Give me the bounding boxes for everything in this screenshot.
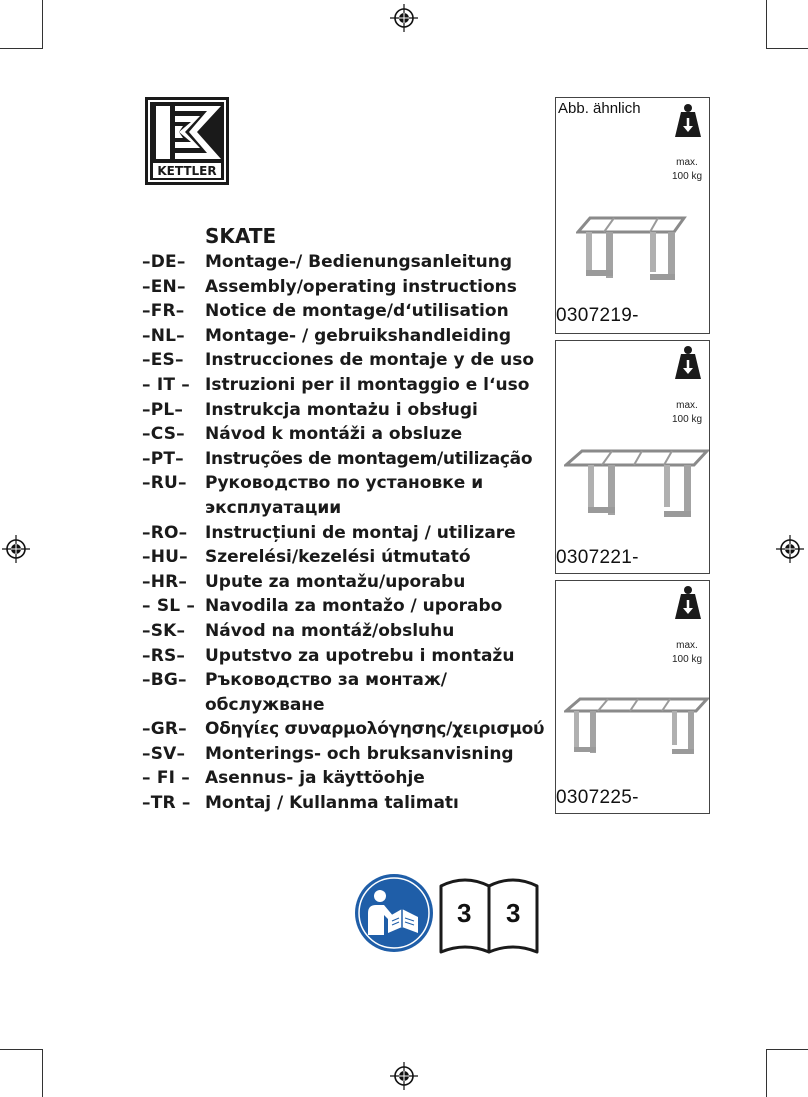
crop-mark (766, 48, 808, 49)
language-title: Návod na montáž/obsluhu (205, 620, 455, 641)
max-label: max. (676, 157, 698, 168)
language-title: Οδηγίες συναρμολόγησης/χειρισμού (205, 719, 545, 740)
list-item (142, 447, 552, 472)
crop-mark (0, 1049, 43, 1050)
list-item (142, 398, 552, 423)
list-item (142, 766, 552, 791)
list-item (142, 717, 552, 742)
language-code: –ES– (142, 350, 184, 371)
language-title: Instrucciones de montaje y de uso (205, 350, 534, 371)
language-code: –EN– (142, 276, 186, 297)
registration-mark-icon (390, 4, 418, 32)
product-title: SKATE (205, 224, 277, 248)
language-code: –CS– (142, 424, 185, 445)
language-title: Navodila za montažo / uporabo (205, 596, 503, 617)
list-item (142, 521, 552, 546)
language-title: Monterings- och bruksanvisning (205, 743, 514, 764)
max-load: 100 kg (671, 171, 703, 182)
weight-icon (673, 103, 703, 139)
language-title: Uputstvo za upotrebu i montažu (205, 645, 515, 666)
registration-mark-icon (2, 535, 30, 563)
product-box (555, 340, 710, 574)
list-item (142, 348, 552, 373)
language-title: Notice de montage/dʻutilisation (205, 301, 509, 322)
language-code: –SK– (142, 620, 186, 641)
language-code: –HU– (142, 547, 188, 568)
max-load: 100 kg (671, 414, 703, 425)
open-book-icon (439, 872, 539, 956)
language-title: Asennus- ja käyttöohje (205, 768, 425, 789)
similar-illustration-note: Abb. ähnlich (558, 100, 641, 117)
language-title: Montage- / gebruikshandleiding (205, 325, 511, 346)
language-title: Assembly/operating instructions (205, 276, 517, 297)
language-title: Istruzioni per il montaggio e lʻuso (205, 374, 530, 395)
crop-mark (42, 0, 43, 48)
list-item (142, 570, 552, 595)
language-code: – FI – (142, 768, 190, 789)
manual-page-left: 3 (457, 898, 472, 928)
list-item (142, 791, 552, 816)
language-code: –SV– (142, 743, 186, 764)
max-label: max. (676, 400, 698, 411)
language-code: –BG– (142, 670, 187, 691)
language-code: –RS– (142, 645, 186, 666)
language-title: Instruções de montagem/utilização (205, 448, 533, 469)
weight-icon (673, 345, 703, 381)
product-box (555, 580, 710, 814)
list-item (142, 275, 552, 300)
table-frame-image (576, 208, 688, 288)
list-item (142, 373, 552, 398)
kettler-logo (145, 97, 229, 185)
weight-icon (673, 585, 703, 621)
language-title: Instrucțiuni de montaj / utilizare (205, 522, 516, 543)
max-label: max. (676, 640, 698, 651)
crop-mark (42, 1049, 43, 1097)
manual-page-right: 3 (506, 898, 521, 928)
max-load: 100 kg (671, 654, 703, 665)
language-code: –NL– (142, 325, 185, 346)
language-list (142, 250, 552, 816)
language-code: – IT – (142, 374, 190, 395)
list-item (142, 324, 552, 349)
crop-mark (766, 1049, 767, 1097)
list-item (142, 619, 552, 644)
crop-mark (766, 0, 767, 48)
registration-mark-icon (390, 1062, 418, 1090)
language-code: –TR – (142, 793, 191, 814)
brand-name: KETTLER (157, 164, 217, 178)
list-item (142, 299, 552, 324)
read-manual-icon (354, 873, 434, 953)
list-item (142, 471, 552, 520)
article-number: 0307225- (556, 787, 639, 808)
language-code: –HR– (142, 571, 188, 592)
language-code: –RU– (142, 473, 187, 494)
language-title: Руководство по установке и эксплуатации (205, 473, 484, 518)
language-title: Montage-/ Bedienungsanleitung (205, 252, 513, 272)
product-box (555, 97, 710, 334)
list-item (142, 594, 552, 619)
crop-mark (766, 1049, 808, 1050)
language-code: –GR– (142, 719, 187, 740)
table-frame-image (564, 689, 709, 769)
language-title: Instrukcja montażu i obsługi (205, 399, 478, 420)
list-item (142, 644, 552, 669)
article-number: 0307221- (556, 547, 639, 568)
list-item (142, 545, 552, 570)
article-number: 0307219- (556, 305, 639, 326)
crop-mark (0, 48, 43, 49)
language-code: –RO– (142, 522, 188, 543)
list-item (142, 742, 552, 767)
list-item (142, 422, 552, 447)
language-title: Montaj / Kullanma talimatı (205, 793, 459, 814)
language-code: –FR– (142, 301, 185, 322)
language-title: Upute za montažu/uporabu (205, 571, 466, 592)
language-title: Szerelési/kezelési útmutató (205, 547, 471, 568)
table-frame-image (564, 441, 709, 531)
list-item (142, 668, 552, 717)
registration-mark-icon (776, 535, 804, 563)
language-code: –DE– (142, 252, 186, 272)
language-code: –PT– (142, 448, 184, 469)
language-title: Ръководство за монтаж/ обслужване (205, 670, 447, 715)
list-item (142, 250, 552, 275)
language-title: Návod k montáži a obsluze (205, 424, 463, 445)
language-code: – SL – (142, 596, 196, 617)
language-code: –PL– (142, 399, 184, 420)
